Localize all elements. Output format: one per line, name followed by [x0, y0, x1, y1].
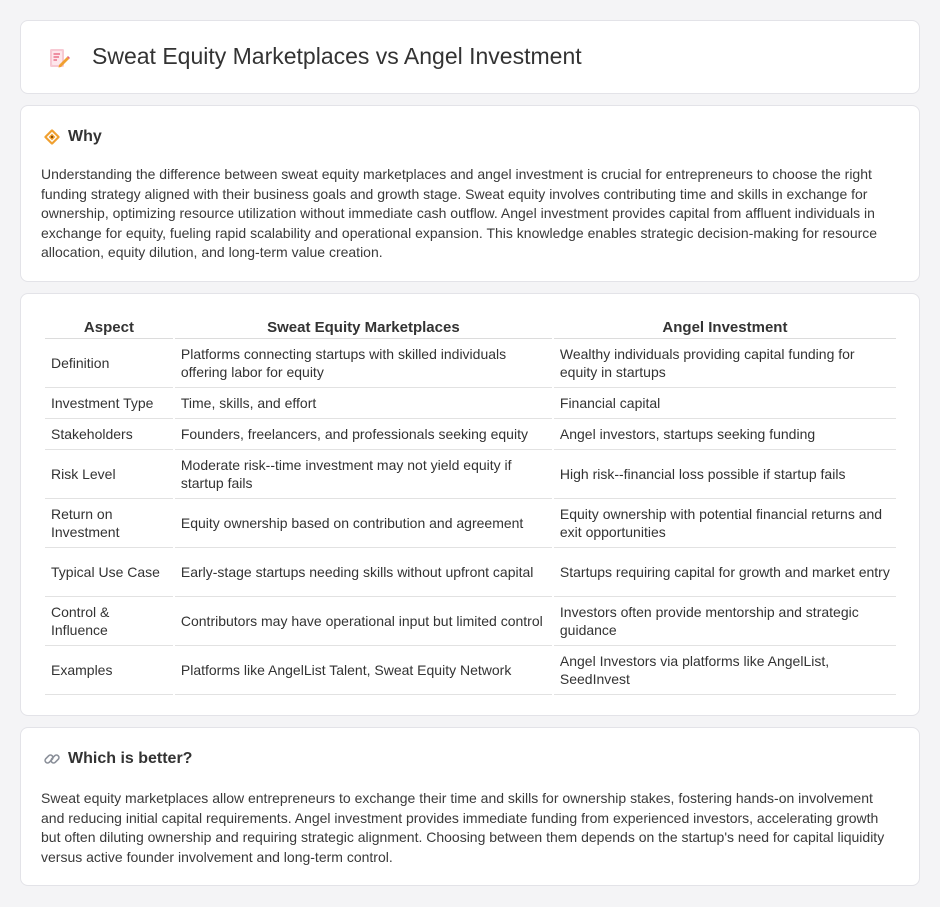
row-angel-investment: Investors often provide mentorship and strategic guidance — [554, 597, 896, 646]
document-pencil-icon — [47, 46, 71, 70]
row-sweat-equity: Founders, freelancers, and professionals seeking equity — [175, 419, 552, 450]
table-row — [45, 597, 896, 646]
why-section — [20, 105, 920, 282]
row-angel-investment: Financial capital — [554, 388, 896, 419]
table-row — [45, 339, 896, 388]
row-sweat-equity: Moderate risk--time investment may not yield equity if startup fails — [175, 450, 552, 499]
header-aspect: Aspect — [45, 316, 173, 339]
row-sweat-equity: Contributors may have operational input but limited control — [175, 597, 552, 646]
why-title: Why — [68, 128, 102, 145]
row-angel-investment: Startups requiring capital for growth and market entry — [554, 548, 896, 597]
link-icon — [43, 750, 61, 768]
header-sweat-equity: Sweat Equity Marketplaces — [175, 316, 552, 339]
comparison-section — [20, 293, 920, 716]
row-angel-investment: High risk--financial loss possible if startup fails — [554, 450, 896, 499]
row-aspect: Stakeholders — [45, 419, 173, 450]
row-angel-investment: Angel investors, startups seeking funding — [554, 419, 896, 450]
row-angel-investment: Angel Investors via platforms like AngelList, SeedInvest — [554, 646, 896, 695]
diamond-sign-icon — [43, 128, 61, 146]
table-row — [45, 419, 896, 450]
why-body: Understanding the difference between sweat equity marketplaces and angel investment is crucial for entrepreneurs to choose the right funding strategy aligned with their business goals and growth stage. Sweat equity involves contributing time and skills in exchange for ownership, optimizing resource utilization without immediate cash outflow. Angel investment provides capital from affluent individuals in exchange for equity, fueling rapid scalability and operational expansion. This knowledge enables strategic decision-making for resource allocation, equity dilution, and long-term value creation. — [41, 166, 878, 260]
why-heading — [43, 128, 102, 146]
comparison-table — [43, 316, 898, 695]
page-title: Sweat Equity Marketplaces vs Angel Investment — [92, 43, 582, 69]
header-angel-investment: Angel Investment — [554, 316, 896, 339]
row-angel-investment: Equity ownership with potential financial returns and exit opportunities — [554, 499, 896, 548]
row-aspect: Definition — [45, 339, 173, 388]
better-title: Which is better? — [68, 750, 193, 767]
row-sweat-equity: Time, skills, and effort — [175, 388, 552, 419]
row-aspect: Investment Type — [45, 388, 173, 419]
row-aspect: Control & Influence — [45, 597, 173, 646]
table-header-row — [45, 316, 896, 339]
table-row — [45, 646, 896, 695]
which-is-better-section — [20, 727, 920, 886]
table-row — [45, 548, 896, 597]
better-heading — [43, 750, 192, 768]
row-aspect: Return on Investment — [45, 499, 173, 548]
table-row — [45, 450, 896, 499]
header-card — [20, 20, 920, 94]
row-aspect: Typical Use Case — [45, 548, 173, 597]
row-sweat-equity: Equity ownership based on contribution and agreement — [175, 499, 552, 548]
row-sweat-equity: Platforms like AngelList Talent, Sweat Equity Network — [175, 646, 552, 695]
row-angel-investment: Wealthy individuals providing capital funding for equity in startups — [554, 339, 896, 388]
better-body: Sweat equity marketplaces allow entrepreneurs to exchange their time and skills for ownership stakes, fostering hands-on involvement and reducing initial capital requirements. Angel investment provides immediate funding from experienced investors, accelerating growth but often diluting ownership and requiring strategic alignment. Choosing between them depends on the startup's need for capital liquidity versus active founder involvement and long-term control. — [41, 790, 885, 865]
table-row — [45, 388, 896, 419]
row-aspect: Examples — [45, 646, 173, 695]
table-row — [45, 499, 896, 548]
row-sweat-equity: Early-stage startups needing skills without upfront capital — [175, 548, 552, 597]
row-aspect: Risk Level — [45, 450, 173, 499]
row-sweat-equity: Platforms connecting startups with skilled individuals offering labor for equity — [175, 339, 552, 388]
